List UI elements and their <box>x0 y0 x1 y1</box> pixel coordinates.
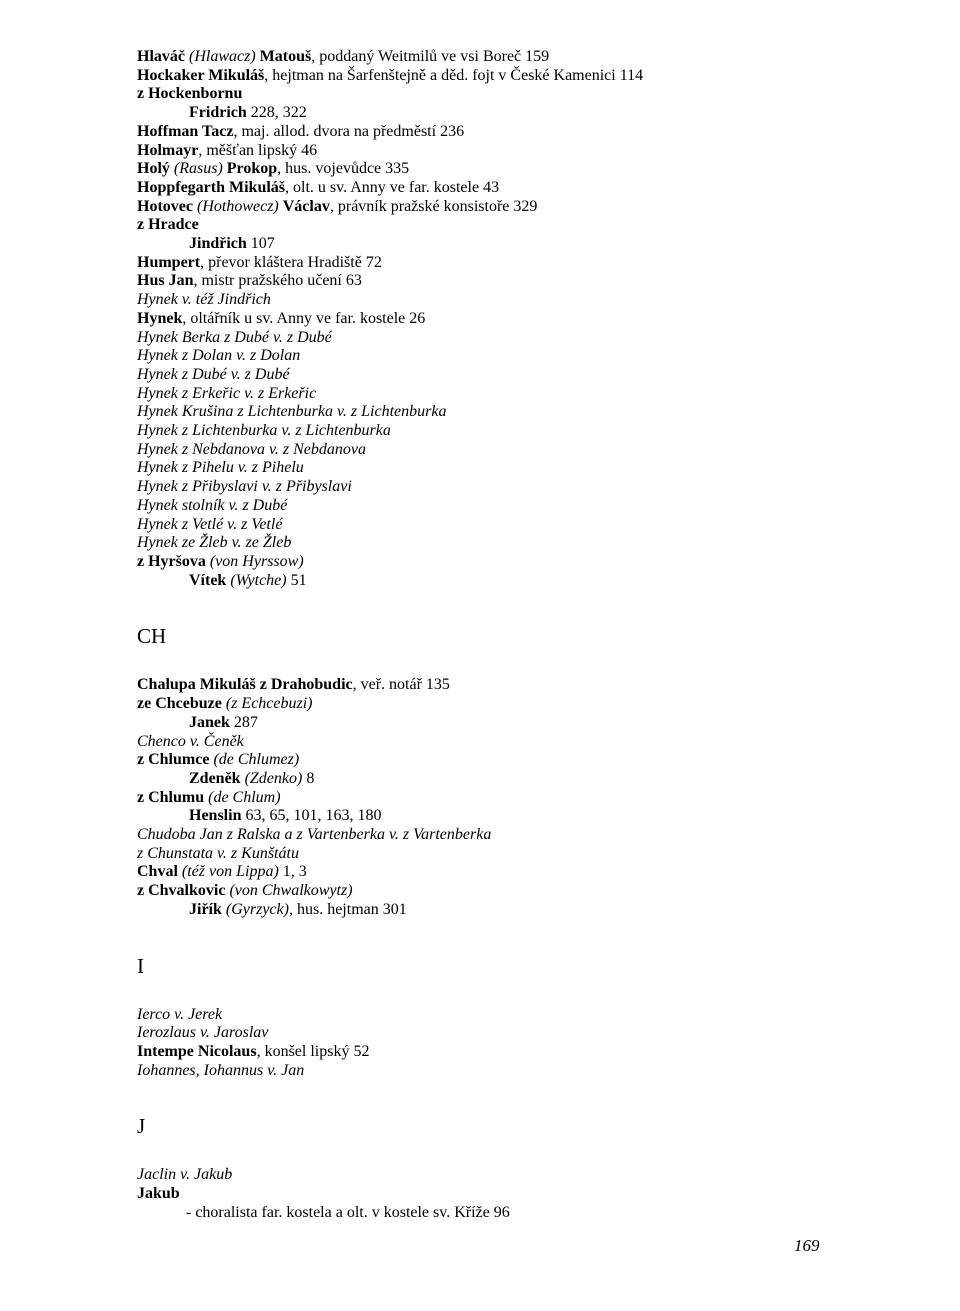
index-entry <box>137 1043 917 1062</box>
entry-name: Václav <box>282 197 330 215</box>
index-subentry <box>137 807 917 826</box>
entry-variant: Hynek z Dolan v. z Dolan <box>137 347 301 365</box>
index-entry <box>137 1062 917 1081</box>
entry-variant: Chudoba Jan z Ralska a z Vartenberka v. z Vartenberka <box>137 826 492 844</box>
index-entry <box>137 272 917 291</box>
entry-variant: Hynek z Lichtenburka v. z Lichtenburka <box>137 422 391 440</box>
entry-variant: (von Chwalkowytz) <box>229 882 353 900</box>
index-entry <box>137 366 917 385</box>
entry-name: Holý <box>137 160 170 178</box>
entry-text: 107 <box>246 235 275 253</box>
index-column <box>137 48 917 1222</box>
index-entry <box>137 751 917 770</box>
index-entry <box>137 123 917 142</box>
index-entry <box>137 459 917 478</box>
entry-name: z Chlumce <box>137 751 210 769</box>
index-entry <box>137 478 917 497</box>
entry-text: 287 <box>229 713 258 731</box>
index-subentry <box>137 1204 917 1223</box>
index-entry <box>137 85 917 104</box>
index-entry <box>137 422 917 441</box>
entry-variant: (de Chlum) <box>208 788 281 806</box>
index-subentry <box>137 770 917 789</box>
index-entry <box>137 863 917 882</box>
entry-variant: Hynek z Vetlé v. z Vetlé <box>137 515 283 533</box>
index-entry <box>137 329 917 348</box>
entry-text: , maj. allod. dvora na předměstí 236 <box>233 122 465 140</box>
entry-name: Hockaker Mikuláš <box>137 66 265 84</box>
page-number: 169 <box>794 1236 820 1255</box>
entry-name: z Chlumu <box>137 788 205 806</box>
index-subentry <box>137 235 917 254</box>
index-entry <box>137 553 917 572</box>
entry-name: Chval <box>137 863 178 881</box>
entry-text: , hus. vojevůdce 335 <box>277 160 410 178</box>
index-entry <box>137 676 917 695</box>
index-entry <box>137 733 917 752</box>
entry-text: , konšel lipský 52 <box>256 1042 370 1060</box>
index-entry <box>137 254 917 273</box>
entry-text: , oltářník u sv. Anny ve far. kostele 26 <box>182 309 426 327</box>
entry-variant: z Chunstata v. z Kunštátu <box>137 844 299 862</box>
index-entry <box>137 67 917 86</box>
index-entry <box>137 826 917 845</box>
index-entry <box>137 160 917 179</box>
entry-text: , hus. hejtman 301 <box>288 900 407 918</box>
entry-text: 228, 322 <box>246 104 307 122</box>
entry-name: Prokop <box>226 160 278 178</box>
entry-text: 63, 65, 101, 163, 180 <box>241 807 382 825</box>
index-entry <box>137 310 917 329</box>
index-entry <box>137 179 917 198</box>
entry-name: Holmayr <box>137 141 199 159</box>
index-entry <box>137 1024 917 1043</box>
index-entry <box>137 1166 917 1185</box>
entry-text: 8 <box>302 769 315 787</box>
index-entry <box>137 534 917 553</box>
index-subentry <box>137 104 917 123</box>
entry-variant: Hynek z Dubé v. z Dubé <box>137 365 290 383</box>
index-entry <box>137 516 917 535</box>
entry-name: z Hyršova <box>137 552 206 570</box>
entry-name: ze Chcebuze <box>137 695 222 713</box>
entry-variant: Chenco v. Čeněk <box>137 732 244 750</box>
entry-name: Jindřich <box>189 235 247 253</box>
index-entry <box>137 1006 917 1025</box>
index-entry <box>137 845 917 864</box>
entry-name: Hotovec <box>137 197 193 215</box>
index-entry <box>137 216 917 235</box>
entry-variant: (Hothowecz) <box>196 197 279 215</box>
index-entry <box>137 142 917 161</box>
entry-variant: Hynek z Nebdanova v. z Nebdanova <box>137 440 366 458</box>
entry-text: 51 <box>286 571 307 589</box>
entry-variant: Ierozlaus v. Jaroslav <box>137 1024 269 1042</box>
index-entry <box>137 48 917 67</box>
entry-variant: Hynek ze Žleb v. ze Žleb <box>137 534 292 552</box>
index-entry <box>137 403 917 422</box>
entry-variant: (též von Lippa) <box>181 863 279 881</box>
entry-name: Jiřík <box>189 900 222 918</box>
entry-name: Janek <box>189 713 230 731</box>
entry-variant: (von Hyrssow) <box>209 552 304 570</box>
entry-text: , mistr pražského učení 63 <box>193 272 362 290</box>
index-entry <box>137 882 917 901</box>
index-entry <box>137 695 917 714</box>
entry-variant: (Zdenko) <box>244 769 303 787</box>
entry-name: Vítek <box>189 571 227 589</box>
entry-name: Hus Jan <box>137 272 194 290</box>
entry-name: z Chvalkovic <box>137 882 226 900</box>
entry-variant: Hynek z Erkeřic v. z Erkeřic <box>137 384 317 402</box>
entry-name: Chalupa Mikuláš z Drahobudic <box>137 676 353 694</box>
entry-name: Matouš <box>259 48 312 65</box>
entry-name: Intempe Nicolaus <box>137 1042 257 1060</box>
entry-variant: Hynek v. též Jindřich <box>137 291 271 309</box>
entry-name: Humpert <box>137 253 201 271</box>
entry-text: - choralista far. kostela a olt. v kostele sv. Kříže 96 <box>186 1203 510 1221</box>
entry-variant: Hynek z Přibyslavi v. z Přibyslavi <box>137 478 352 496</box>
entry-name: Zdeněk <box>189 769 241 787</box>
entry-name: Henslin <box>189 807 242 825</box>
entry-name: Hynek <box>137 309 183 327</box>
index-entry <box>137 789 917 808</box>
index-entry <box>137 1185 917 1204</box>
entry-text: , právník pražské konsistoře 329 <box>329 197 538 215</box>
index-subentry <box>137 901 917 920</box>
index-entry <box>137 385 917 404</box>
entry-variant: Hynek Berka z Dubé v. z Dubé <box>137 328 332 346</box>
entry-variant: Hynek Krušina z Lichtenburka v. z Lichtenburka <box>137 403 447 421</box>
entry-text: , poddaný Weitmilů ve vsi Boreč 159 <box>311 48 550 65</box>
section-letter: CH <box>137 624 167 649</box>
index-entry <box>137 291 917 310</box>
section-letter: J <box>137 1114 146 1139</box>
entry-name: z Hradce <box>137 216 199 234</box>
entry-variant: Iohannes, Iohannus v. Jan <box>137 1061 305 1079</box>
entry-text: , veř. notář 135 <box>352 676 450 694</box>
entry-variant: (Hlawacz) <box>189 48 256 65</box>
index-subentry <box>137 572 917 591</box>
entry-text: , olt. u sv. Anny ve far. kostele 43 <box>285 178 500 196</box>
entry-variant: (Rasus) <box>173 160 223 178</box>
entry-text: , hejtman na Šarfenštejně a děd. fojt v České Kamenici 114 <box>264 66 644 84</box>
index-entry <box>137 441 917 460</box>
entry-variant: Hynek stolník v. z Dubé <box>137 496 288 514</box>
entry-name: Hoffman Tacz <box>137 122 234 140</box>
entry-variant: Jaclin v. Jakub <box>137 1166 233 1184</box>
entry-variant: Ierco v. Jerek <box>137 1005 223 1023</box>
index-entry <box>137 198 917 217</box>
entry-name: Jakub <box>137 1185 180 1203</box>
entry-text: , měšťan lipský 46 <box>198 141 318 159</box>
section-letter: I <box>137 953 144 978</box>
entry-variant: (Gyrzyck) <box>225 900 289 918</box>
entry-variant: Hynek z Pihelu v. z Pihelu <box>137 459 304 477</box>
index-subentry <box>137 714 917 733</box>
entry-variant: (z Echcebuzi) <box>225 695 313 713</box>
index-entry <box>137 347 917 366</box>
entry-variant: (de Chlumez) <box>213 751 300 769</box>
entry-text: , převor kláštera Hradiště 72 <box>200 253 382 271</box>
entry-variant: (Wytche) <box>230 571 287 589</box>
entry-name: Hlaváč <box>137 48 185 65</box>
entry-text: 1, 3 <box>278 863 307 881</box>
entry-name: z Hockenbornu <box>137 85 243 103</box>
entry-name: Fridrich <box>189 104 247 122</box>
entry-name: Hoppfegarth Mikuláš <box>137 178 286 196</box>
index-entry <box>137 497 917 516</box>
